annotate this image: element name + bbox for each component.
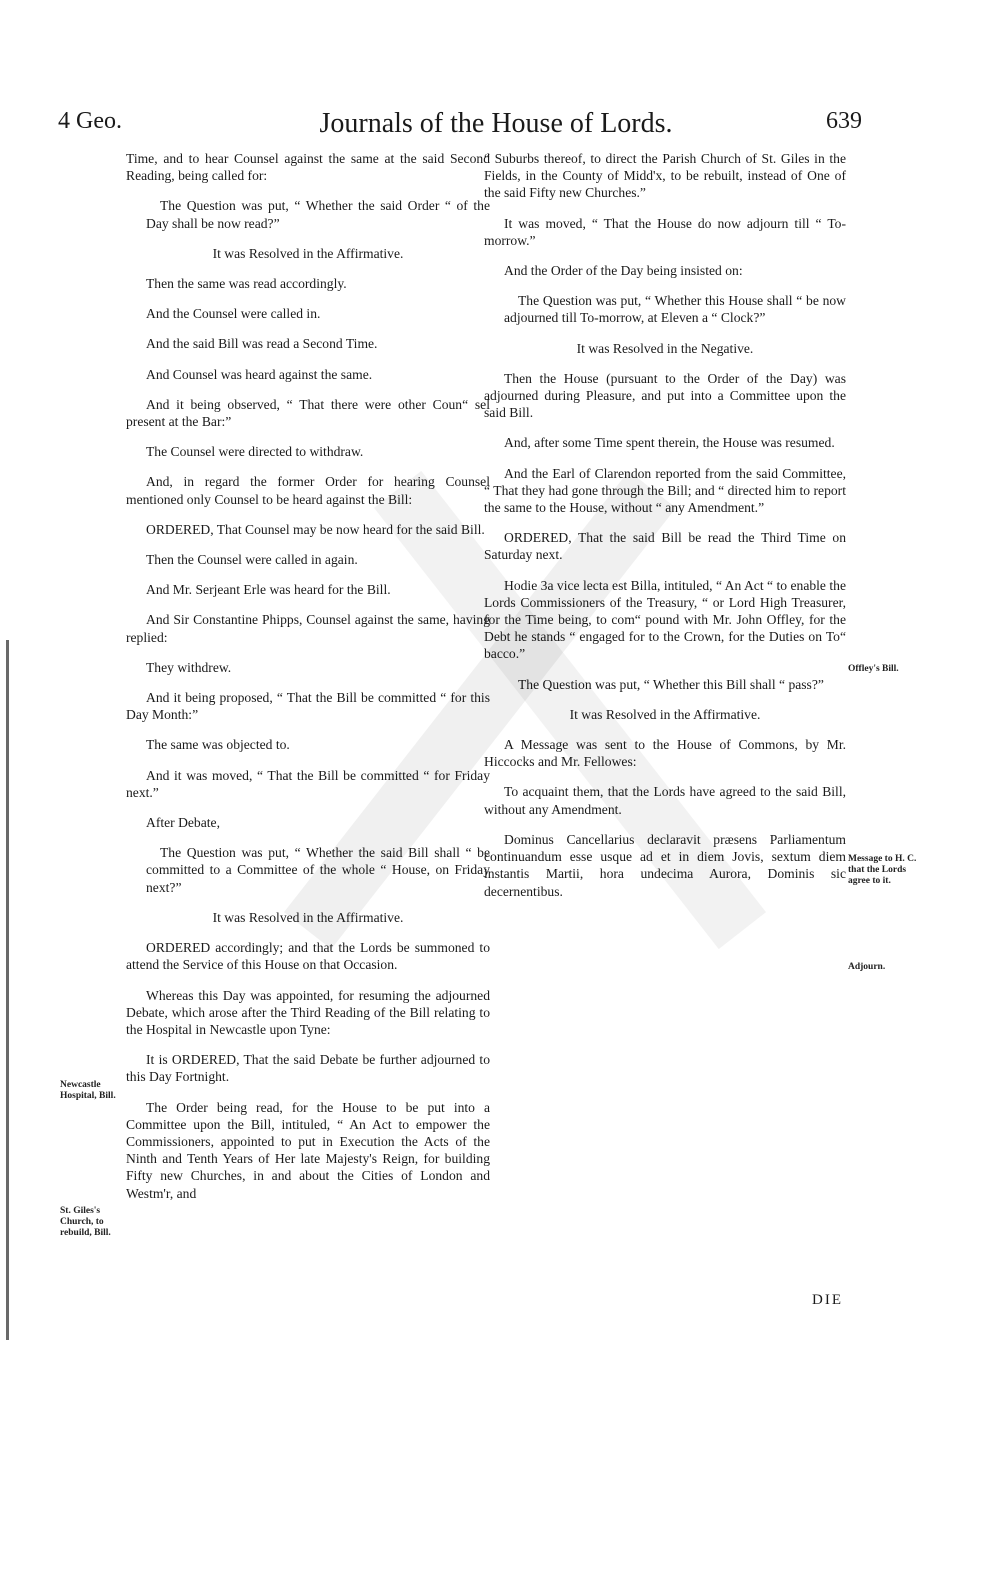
paragraph: And it being observed, “ That there were other Coun“ sel present at the Bar:” (126, 396, 490, 430)
paragraph: It was Resolved in the Affirmative. (212, 245, 404, 261)
paragraph: It was moved, “ That the House do now adjourn till “ To-morrow.” (484, 215, 846, 248)
paragraph: “ Suburbs thereof, to direct the Parish Church of St. Giles in the Fields, in the County of Midd'x, to be rebuilt, instead of One of the said Fifty new Churches.” (484, 151, 846, 201)
paragraph: It was Resolved in the Affirmative. (569, 706, 761, 722)
paragraph: The Question was put, “ Whether the said Bill shall “ be committed to a Committee of the whole “ House, on Friday next?” (146, 845, 490, 895)
paragraph: It was Resolved in the Affirmative. (212, 909, 404, 925)
paragraph: And Counsel was heard against the same. (146, 366, 373, 382)
paragraph: The Question was put, “ Whether this Bill shall “ pass?” (518, 676, 824, 692)
paragraph: The same was objected to. (146, 737, 290, 753)
left-column (126, 150, 490, 1215)
catchword: DIE (812, 1292, 843, 1308)
margin-note-offley: Offley's Bill. (848, 664, 899, 674)
paragraph: And it being proposed, “ That the Bill be committed “ for this Day Month:” (126, 690, 490, 723)
paragraph: And Mr. Serjeant Erle was heard for the Bill. (146, 582, 391, 598)
header-regnal-year: 4 Geo. (58, 108, 122, 134)
paragraph: The Order being read, for the House to be put into a Committee upon the Bill, intituled, “ An Act to empower the Commissioners, appointed to put in Execution the Acts of the Ninth and Tenth Years of Her late Majesty's Reign, for building Fifty new Churches, in and about the Cities of London and Westm'r, and (126, 1099, 490, 1201)
paragraph: The Counsel were directed to withdraw. (146, 444, 364, 460)
paragraph: And the Earl of Clarendon reported from the said Committee, “ That they had gone through the Bill; and “ directed him to report the same to the House, without “ any Amendment.” (484, 465, 846, 516)
paragraph: ORDERED, That Counsel may be now heard for the said Bill. (146, 521, 485, 537)
paragraph: And, in regard the former Order for hearing Counsel mentioned only Counsel to be heard against the Bill: (126, 474, 490, 507)
margin-note-st-giles: St. Giles's Church, to rebuild, Bill. (60, 1206, 111, 1238)
paragraph: Dominus Cancellarius declaravit præsens Parliamentum continuandum esse usque ad et in diem Jovis, sextum diem instantis Martii, hora undecima Aurora, Dominis sic decernentibus. (484, 831, 846, 899)
paragraph: And the Counsel were called in. (146, 306, 321, 322)
page-title: Journals of the House of Lords. (319, 108, 673, 139)
page-edge-shadow (6, 640, 9, 1340)
paragraph: The Question was put, “ Whether the said Order “ of the Day shall be now read?” (146, 198, 490, 231)
paragraph: They withdrew. (146, 659, 232, 675)
paragraph: And the said Bill was read a Second Time. (146, 336, 378, 352)
paragraph: And it was moved, “ That the Bill be committed “ for Friday next.” (126, 767, 490, 800)
paragraph: Then the House (pursuant to the Order of the Day) was adjourned during Pleasure, and put into a Committee upon the said Bill. (484, 370, 846, 421)
paragraph: Time, and to hear Counsel against the same at the said Second Reading, being called for: (126, 151, 490, 184)
paragraph: It was Resolved in the Negative. (576, 340, 754, 356)
margin-note-newcastle: Newcastle Hospital, Bill. (60, 1080, 116, 1101)
paragraph: Then the same was read accordingly. (146, 276, 347, 292)
paragraph: ORDERED accordingly; and that the Lords be summoned to attend the Service of this House on that Occasion. (126, 940, 490, 973)
paragraph: It is ORDERED, That the said Debate be further adjourned to this Day Fortnight. (126, 1052, 490, 1085)
paragraph: After Debate, (146, 815, 220, 831)
paragraph: The Question was put, “ Whether this House shall “ be now adjourned till To-morrow, at Eleven a “ Clock?” (504, 293, 846, 326)
margin-note-message: Message to H. C. that the Lords agree to it. (848, 854, 917, 886)
paragraph: Then the Counsel were called in again. (146, 552, 358, 568)
page-number: 639 (826, 108, 862, 134)
paragraph: Whereas this Day was appointed, for resuming the adjourned Debate, which arose after the Third Reading of the Bill relating to the Hospital in Newcastle upon Tyne: (126, 987, 490, 1037)
paragraph: A Message was sent to the House of Commons, by Mr. Hiccocks and Mr. Fellowes: (484, 737, 846, 770)
paragraph: And Sir Constantine Phipps, Counsel against the same, having replied: (126, 612, 490, 645)
paragraph: And, after some Time spent therein, the House was resumed. (504, 435, 835, 451)
paragraph: ORDERED, That the said Bill be read the Third Time on Saturday next. (484, 530, 846, 563)
paragraph: And the Order of the Day being insisted on: (504, 263, 743, 279)
margin-note-adjourn: Adjourn. (848, 962, 886, 972)
paragraph: Hodie 3a vice lecta est Billa, intituled, “ An Act “ to enable the Lords Commissioners of the Treasury, “ or Lord High Treasurer, for the Time being, to com“ pound with Mr. John Offley, for the Debt he stands “ engaged for to the Crown, for the Duties on To“ bacco.” (484, 577, 846, 662)
paragraph: To acquaint them, that the Lords have agreed to the said Bill, without any Amendment. (484, 784, 846, 817)
